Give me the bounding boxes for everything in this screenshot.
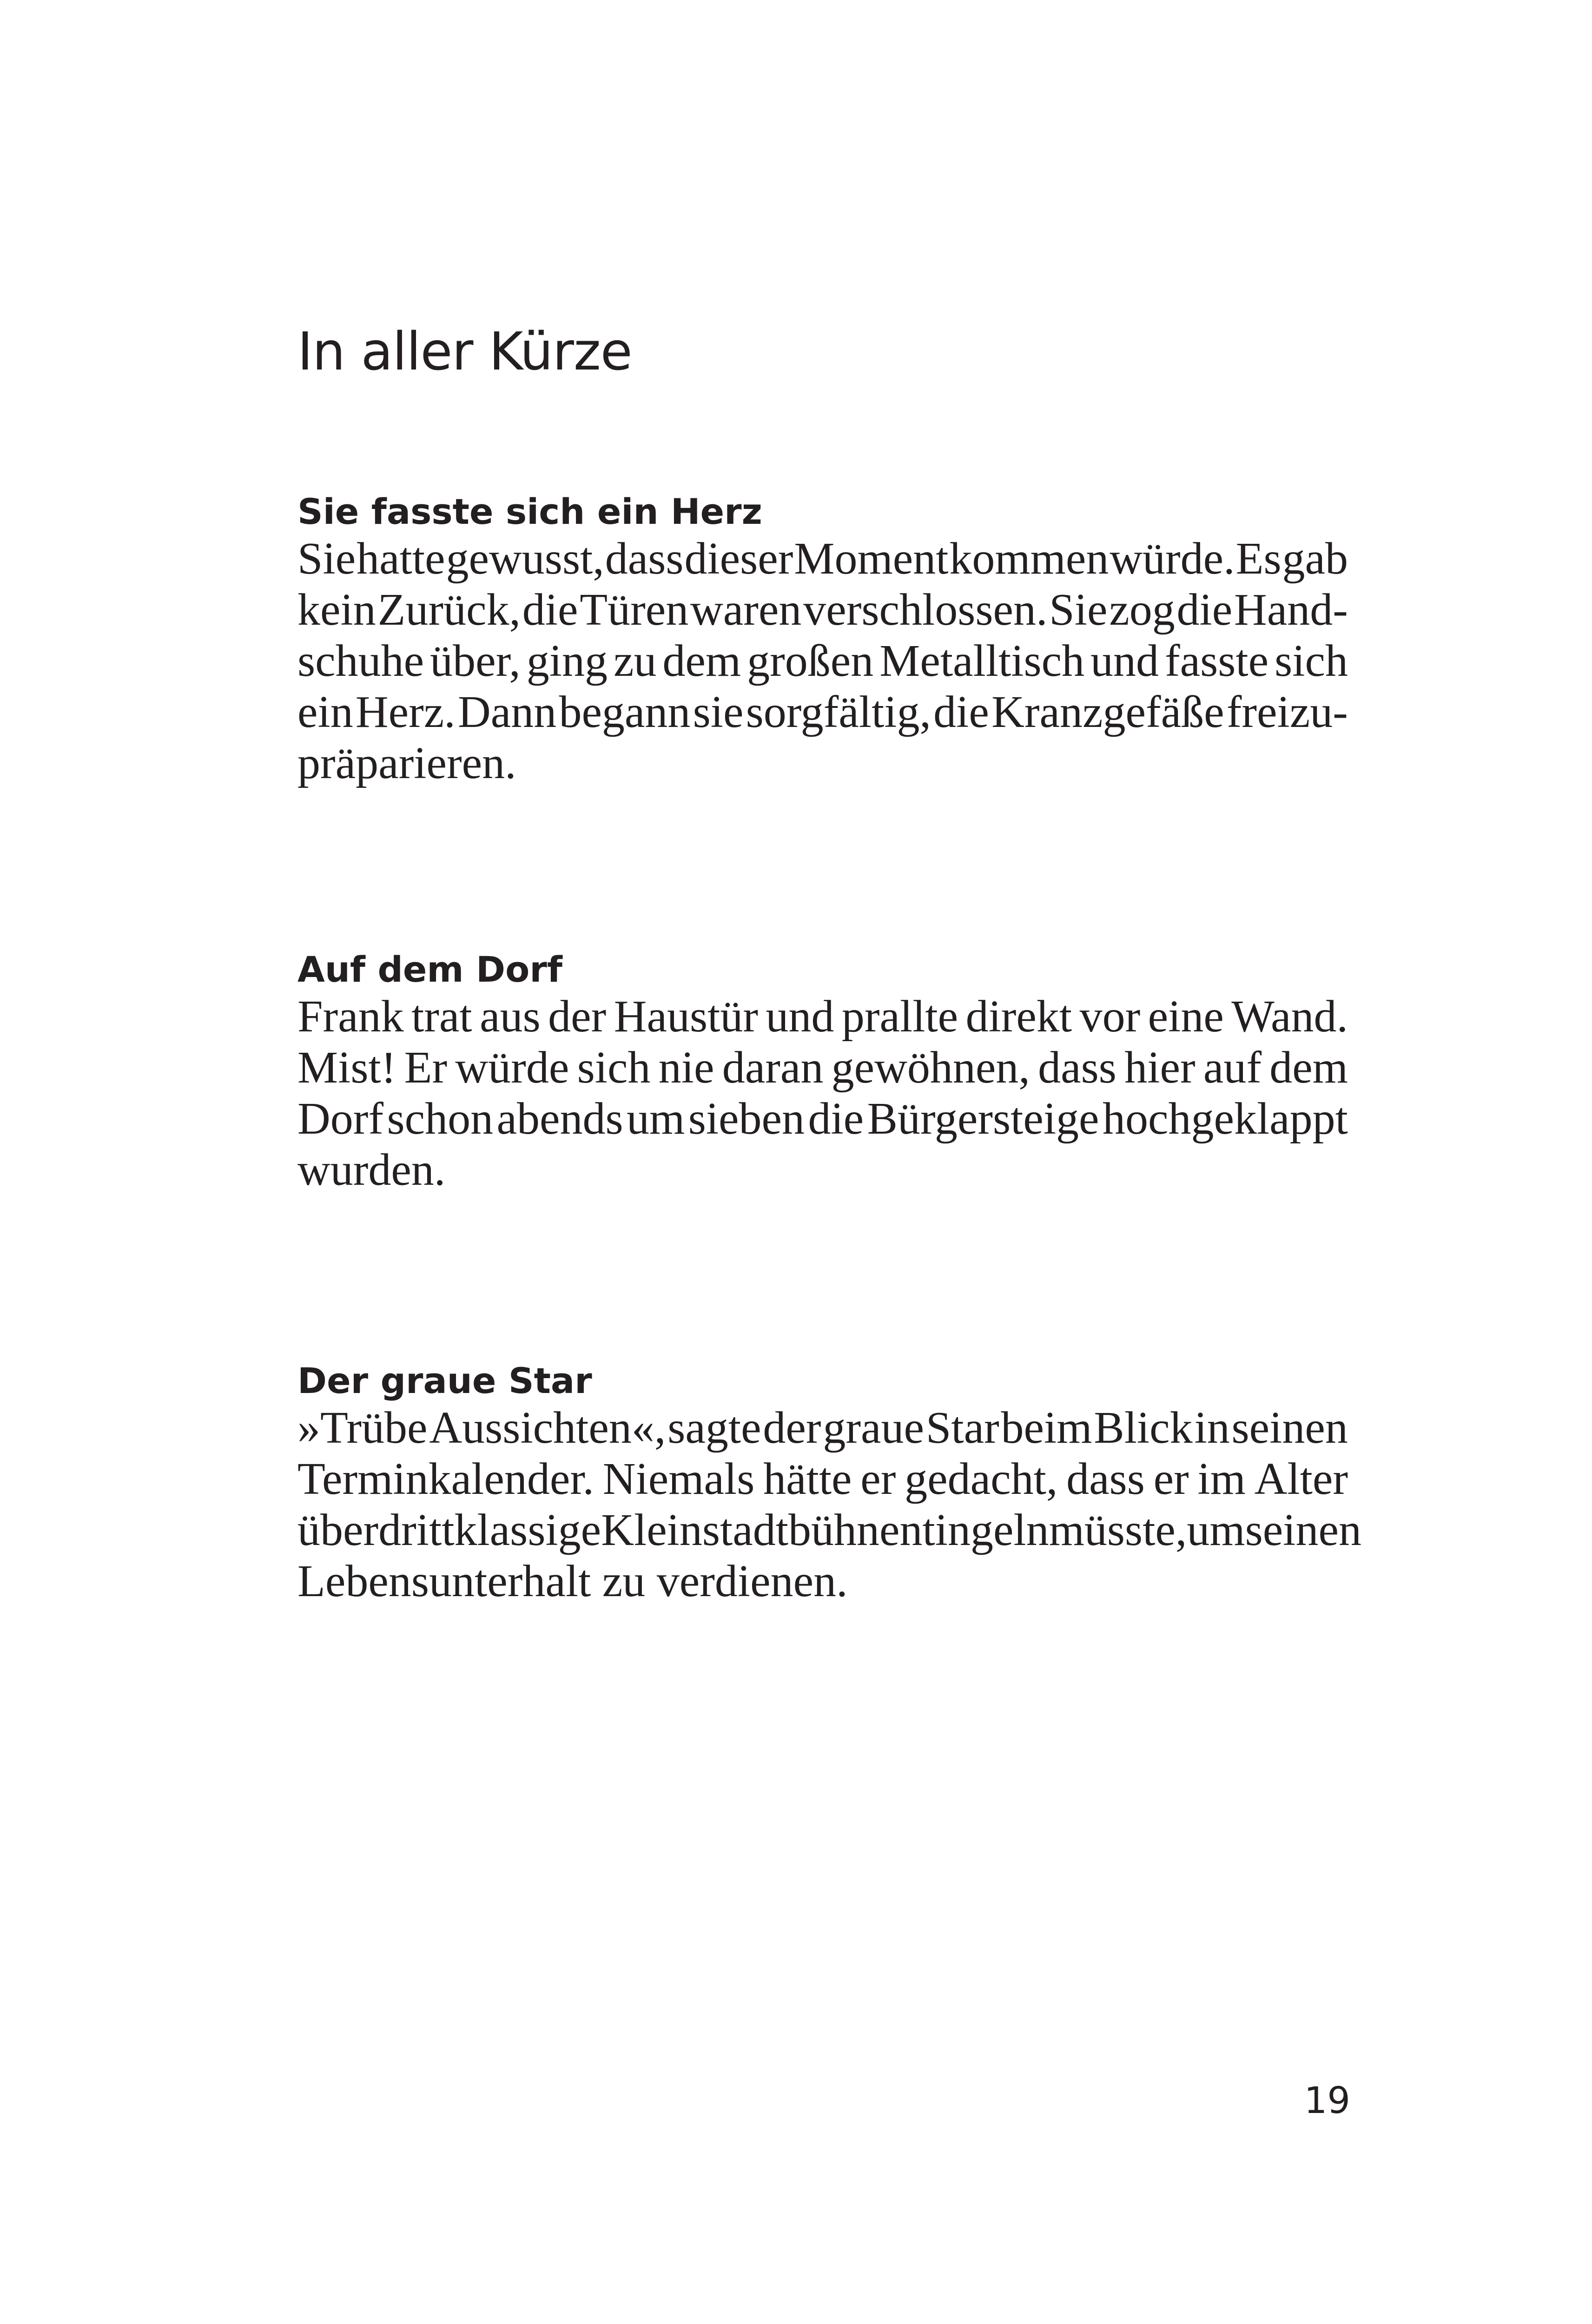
text-line: kein Zurück, die Türen waren verschlossen. Sie zog die Hand-: [297, 585, 1348, 635]
text-line: Dorf schon abends um sieben die Bürgersteige hochgeklappt: [297, 1094, 1348, 1144]
text-line: wurden.: [297, 1145, 446, 1195]
story-text: [297, 991, 1348, 1195]
text-line: schuhe über, ging zu dem großen Metalltisch und fasste sich: [297, 636, 1348, 686]
story-heading: Auf dem Dorf: [297, 949, 562, 990]
story-der-graue-star: [297, 1360, 1362, 1607]
page-title: In aller Kürze: [297, 322, 632, 382]
text-line: Mist! Er würde sich nie daran gewöhnen, dass hier auf dem: [297, 1043, 1348, 1093]
text-line: »Trübe Aussichten«, sagte der graue Star beim Blick in seinen: [297, 1403, 1348, 1453]
text-line: präparieren.: [297, 738, 516, 788]
text-line: Lebensunterhalt zu verdienen.: [297, 1556, 848, 1606]
story-auf-dem-dorf: [297, 948, 1348, 1195]
story-heading: Sie fasste sich ein Herz: [297, 491, 762, 532]
story-text: [297, 1402, 1362, 1607]
page-number: 19: [1304, 2080, 1350, 2122]
text-line: über drittklassige Kleinstadtbühnen tingeln müsste, um seinen: [297, 1505, 1362, 1555]
story-heading: Der graue Star: [297, 1360, 592, 1401]
story-text: [297, 533, 1348, 789]
text-line: Terminkalender. Niemals hätte er gedacht, dass er im Alter: [297, 1454, 1348, 1504]
story-sie-fasste-sich-ein-herz: [297, 490, 1348, 789]
text-line: ein Herz. Dann begann sie sorgfältig, die Kranzgefäße freizu-: [297, 687, 1348, 737]
text-line: Frank trat aus der Haustür und prallte direkt vor eine Wand.: [297, 991, 1348, 1042]
text-line: Sie hatte gewusst, dass dieser Moment kommen würde. Es gab: [297, 534, 1348, 584]
